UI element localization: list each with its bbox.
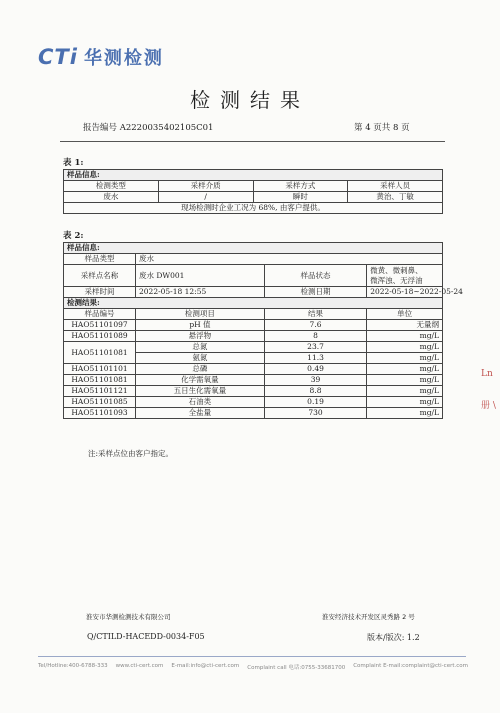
footer-divider [38,656,466,657]
table-1-header-cell: 采样人员 [348,181,443,192]
test-date-label: 检测日期 [264,287,366,298]
table-1-cell: 黄治、丁敏 [348,192,443,203]
sample-id-cell: HAO51101093 [64,408,136,419]
result-item-cell: 石油类 [136,397,265,408]
table-1-header-cell: 检测类型 [64,181,159,192]
result-unit-cell: mg/L [367,353,443,364]
sample-id-cell: HAO51101089 [64,331,136,342]
result-value-cell: 8 [264,331,366,342]
result-value-cell: 23.7 [264,342,366,353]
test-date-value: 2022-05-18~2022-05-24 [367,287,443,298]
table-1-cell: / [158,192,253,203]
result-item-cell: 总氮 [136,342,265,353]
header-divider [60,141,445,142]
table-1-header-row [64,181,443,192]
result-unit-cell: 无量纲 [367,320,443,331]
sample-id-cell: HAO51101121 [64,386,136,397]
results-header-cell: 检测项目 [136,309,265,320]
sample-id-cell: HAO51101097 [64,320,136,331]
result-value-cell: 8.8 [264,386,366,397]
results-row [64,320,443,331]
company-logo [38,44,164,70]
table-2-block [63,229,463,419]
table-1-note: 现场检测时企业工况为 68%, 由客户提供。 [64,203,443,214]
result-value-cell: 0.19 [264,397,366,408]
sampling-time-value: 2022-05-18 12:55 [136,287,265,298]
table-1-cell: 废水 [64,192,159,203]
result-unit-cell: mg/L [367,397,443,408]
table-1 [63,169,443,214]
result-item-cell: 全盐量 [136,408,265,419]
result-item-cell: 氨氮 [136,353,265,364]
logo-chinese: 华测检测 [83,48,164,69]
company-name: 淮安市华测检测技术有限公司 [86,613,171,621]
website-link[interactable]: www.cti-cert.com [115,663,164,669]
table-1-section: 样品信息: [64,170,443,181]
edge-seal-fragment: Ln [481,369,493,379]
edge-seal-fragment: 册 \ [481,401,496,411]
result-value-cell: 11.3 [264,353,366,364]
result-item-cell: 五日生化需氧量 [136,386,265,397]
table-1-data-row [64,192,443,203]
sampling-point-label: 采样点名称 [64,265,136,287]
sample-state-value [367,265,443,287]
page-number: 第 4 页共 8 页 [354,123,410,133]
results-header-cell: 样品编号 [64,309,136,320]
sample-state-line: 微黄、微刺鼻、 [370,265,423,275]
results-section: 检测结果: [64,298,443,309]
page-title: 检测结果 [190,88,310,112]
sample-state-line: 微浑浊、无浮油 [370,275,423,285]
sampling-time-label: 采样时间 [64,287,136,298]
results-body [64,309,443,419]
complaint-email-link[interactable]: Complaint E-mail:complaint@cti-cert.com [353,663,468,669]
contact-bar [38,663,468,671]
sampling-point-value: 废水 DW001 [136,265,265,287]
sample-state-label: 样品状态 [264,265,366,287]
company-address: 淮安经济技术开发区灵秀路 2 号 [322,613,415,621]
document-code: Q/CTILD-HACEDD-0034-F05 [87,632,205,641]
table-1-header-cell: 采样方式 [253,181,348,192]
sample-type-value: 废水 [136,254,443,265]
result-item-cell: pH 值 [136,320,265,331]
table-2 [63,242,463,419]
report-number: 报告编号 A2220035402105C01 [83,123,214,133]
hotline-text: Tel/Hotline:400-6788-333 [38,663,108,669]
sample-id-cell: HAO51101101 [64,364,136,375]
result-value-cell: 0.49 [264,364,366,375]
results-row [64,364,443,375]
sample-info-section: 样品信息: [64,243,443,254]
results-row [64,386,443,397]
results-header-row [64,309,443,320]
result-unit-cell: mg/L [367,386,443,397]
table-1-block [63,156,443,214]
table-2-caption: 表 2: [63,231,84,241]
results-row [64,397,443,408]
sample-id-cell: HAO51101085 [64,397,136,408]
results-header-cell: 单位 [367,309,443,320]
result-value-cell: 7.6 [264,320,366,331]
results-row [64,408,443,419]
sample-type-label: 样品类型 [64,254,136,265]
results-row [64,331,443,342]
result-item-cell: 总磷 [136,364,265,375]
logo-latin: CTi [38,45,78,69]
table-1-caption: 表 1: [63,158,84,168]
result-unit-cell: mg/L [367,331,443,342]
sample-id-cell: HAO51101081 [64,375,136,386]
results-row [64,342,443,353]
sampling-note: 注:采样点位由客户指定。 [88,449,174,458]
result-unit-cell: mg/L [367,364,443,375]
document-version: 版本/版次: 1.2 [367,633,420,642]
table-1-header-cell: 采样介质 [158,181,253,192]
result-value-cell: 730 [264,408,366,419]
results-header-cell: 结果 [264,309,366,320]
result-unit-cell: mg/L [367,342,443,353]
result-unit-cell: mg/L [367,408,443,419]
result-unit-cell: mg/L [367,375,443,386]
results-row [64,375,443,386]
complaint-phone-text: Complaint call 电话:0755-33681700 [247,665,346,671]
sample-id-cell: HAO51101081 [64,342,136,364]
result-value-cell: 39 [264,375,366,386]
email-link[interactable]: E-mail:info@cti-cert.com [171,663,240,669]
result-item-cell: 悬浮物 [136,331,265,342]
table-1-cell: 瞬时 [253,192,348,203]
result-item-cell: 化学需氧量 [136,375,265,386]
